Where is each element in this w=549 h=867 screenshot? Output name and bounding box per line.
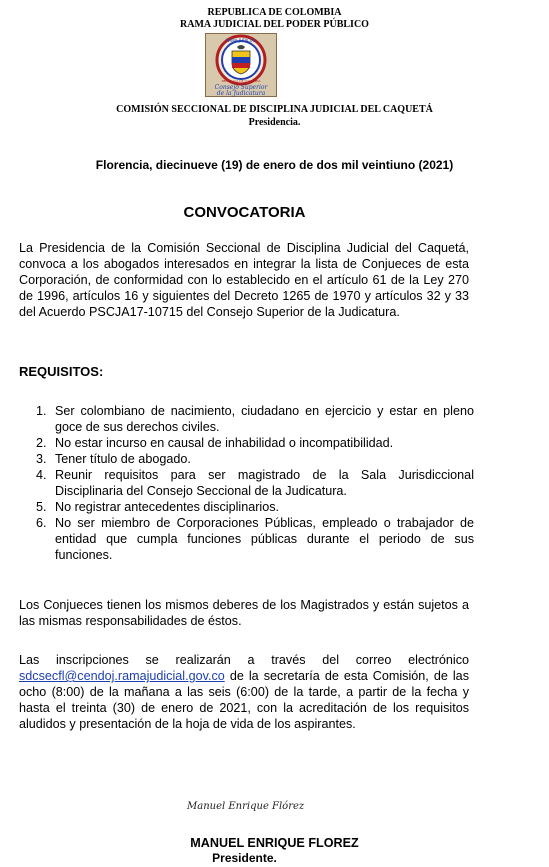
requirement-item — [19, 451, 474, 467]
requirement-text: Reunir requisitos para ser magistrado de la Sala Jurisdiccional Disciplinaria del Consejo Seccional de la Judicatura. — [55, 468, 474, 498]
handwritten-signature — [185, 797, 315, 813]
email-link[interactable]: sdcsecfl@cendoj.ramajudicial.gov.co — [19, 669, 225, 683]
requirements-list — [19, 403, 474, 563]
signer-name: MANUEL ENRIQUE FLOREZ — [190, 836, 359, 850]
requirement-item — [19, 515, 474, 563]
requirement-number: 6. — [36, 516, 47, 530]
requirement-item — [19, 499, 474, 515]
inscriptions-text-after: de la secretaría de esta Comisión, de las ocho (8:00) de la mañana a las seis (6:00) de la tarde, a partir de la fecha y hasta el treinta (30) de enero de 2021, con la acreditación de los requisitos aludidos y presentación de la hoja de vida de los aspirantes. — [19, 669, 469, 731]
header-branch: RAMA JUDICIAL DEL PODER PÚBLICO — [180, 19, 369, 30]
signer-title: Presidente. — [212, 851, 277, 865]
inscriptions-text-before: Las inscripciones se realizarán a través del correo electrónico — [19, 653, 469, 667]
requirement-text: Ser colombiano de nacimiento, ciudadano en ejercicio y estar en pleno goce de sus derechos civiles. — [55, 404, 474, 434]
header-country: REPUBLICA DE COLOMBIA — [207, 7, 342, 18]
seal-caption-line-1: Consejo Superior — [214, 84, 268, 91]
requirement-item — [19, 435, 474, 451]
judicature-seal-logo — [205, 33, 277, 97]
header-office: Presidencia. — [248, 117, 301, 128]
duties-paragraph: Los Conjueces tienen los mismos deberes de los Magistrados y están sujetos a las mismas responsabilidades de éstos. — [19, 598, 469, 628]
requirement-text: Tener título de abogado. — [55, 452, 191, 466]
requirement-number: 4. — [36, 468, 47, 482]
seal-ring-text-bottom: REPUBLICA DE COLOMBIA — [221, 79, 261, 83]
requirement-text: No ser miembro de Corporaciones Públicas, empleado o trabajador de entidad que cumpla funciones públicas durante el periodo de sus funciones. — [55, 516, 474, 562]
seal-caption-line-2: de la Judicatura — [216, 90, 266, 97]
requirement-text: No estar incurso en causal de inhabilidad o incompatibilidad. — [55, 436, 394, 450]
requirement-number: 2. — [36, 436, 47, 450]
requirement-text: No registrar antecedentes disciplinarios. — [55, 500, 280, 514]
header-commission: COMISIÓN SECCIONAL DE DISCIPLINA JUDICIAL DEL CAQUETÁ — [116, 104, 433, 115]
intro-paragraph: La Presidencia de la Comisión Seccional de Disciplina Judicial del Caquetá, convoca a los abogados interesados en integrar la lista de Conjueces de esta Corporación, de conformidad con lo establecido en el artículo 61 de la Ley 270 de 1996, artículos 16 y siguientes del Decreto 1265 de 1970 y artículos 32 y 33 del Acuerdo PSCJA17-10715 del Consejo Superior de la Judicatura. — [19, 241, 469, 319]
seal-ring-text-top: RAMA JUDICIAL — [225, 38, 257, 43]
document-date: Florencia, diecinueve (19) de enero de dos mil veintiuno (2021) — [95, 158, 454, 172]
signature-script-text: Manuel Enrique Flórez — [187, 801, 305, 812]
requirement-item — [19, 467, 474, 499]
requirement-number: 3. — [36, 452, 47, 466]
requirement-number: 1. — [36, 404, 47, 418]
requirement-number: 5. — [36, 500, 47, 514]
requirement-item — [19, 403, 474, 435]
document-title: CONVOCATORIA — [183, 204, 306, 221]
inscriptions-paragraph — [19, 652, 469, 732]
requirements-heading: REQUISITOS: — [19, 364, 104, 379]
